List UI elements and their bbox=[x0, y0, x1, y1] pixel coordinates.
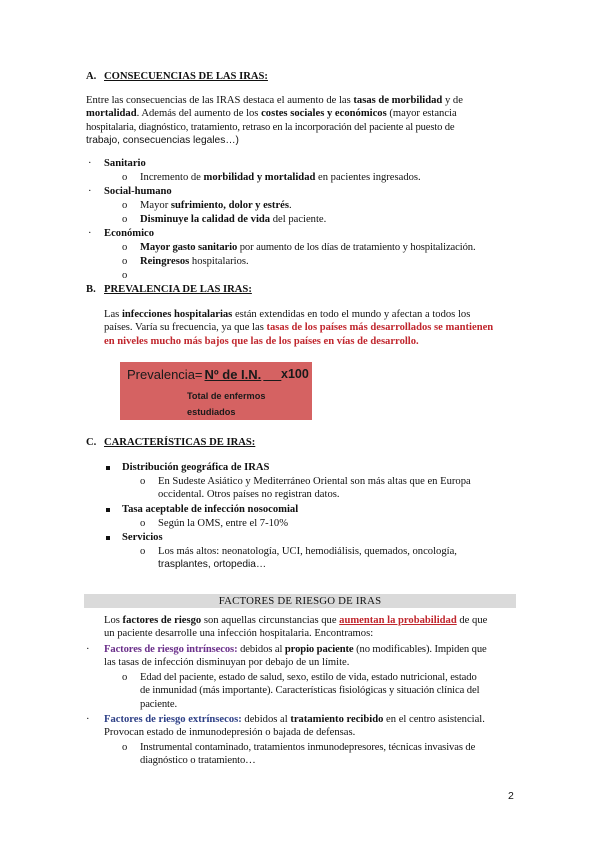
bold-text: mortalidad bbox=[86, 108, 137, 120]
bold-text: costes sociales y económicos bbox=[261, 108, 387, 120]
text: en el centro asistencial. bbox=[383, 714, 485, 725]
factor-label: Factores de riesgo intrínsecos: bbox=[104, 644, 238, 655]
extrinsecos-sub bbox=[140, 741, 475, 768]
formula-multiplier: x100 bbox=[281, 367, 309, 381]
text-line: trasplantes, ortopedia… bbox=[158, 559, 267, 571]
text: hospitalarios. bbox=[189, 256, 249, 267]
sub-item bbox=[140, 171, 421, 184]
text-line: En Sudeste Asiático y Mediterráneo Oriental son más altas que en Europa bbox=[158, 476, 471, 487]
section-a-title: CONSECUENCIAS DE LAS IRAS: bbox=[104, 71, 268, 82]
text-line: trabajo, consecuencias legales…) bbox=[86, 135, 239, 147]
text: . Además del aumento de los bbox=[136, 108, 262, 120]
bullet-o: o bbox=[122, 200, 128, 211]
text: Incremento de bbox=[140, 172, 204, 183]
bold-text: propio paciente bbox=[284, 644, 354, 655]
section-a-intro bbox=[86, 94, 516, 148]
list-item-label: Servicios bbox=[122, 532, 163, 543]
bold-text: infecciones hospitalarias bbox=[121, 309, 233, 320]
list-item-label: Tasa aceptable de infección nosocomial bbox=[122, 504, 299, 515]
prevalence-formula bbox=[120, 362, 312, 420]
sub-item bbox=[140, 199, 292, 212]
text-line: hospitalaria, diagnóstico, tratamiento, retraso en la incorporación del paciente al puesto de bbox=[86, 121, 455, 133]
page-number: 2 bbox=[508, 790, 514, 802]
square-bullet bbox=[106, 536, 110, 540]
section-b-heading bbox=[86, 283, 252, 296]
list-item-label: Distribución geográfica de IRAS bbox=[122, 462, 270, 473]
bold-text: tratamiento recibido bbox=[290, 714, 384, 725]
text-line: las tasas de infección disminuyan por debajo de un límite. bbox=[104, 657, 350, 669]
list-item-label: Sanitario bbox=[104, 158, 146, 169]
bullet-o: o bbox=[122, 214, 128, 225]
section-b-paragraph bbox=[104, 308, 518, 348]
text-line: occidental. Otros países no registran datos. bbox=[158, 489, 340, 501]
bullet-o: o bbox=[122, 242, 128, 253]
intrinsecos-text bbox=[104, 643, 520, 670]
section-c-title: CARACTERÍSTICAS DE IRAS: bbox=[104, 437, 256, 448]
sub-item bbox=[140, 255, 249, 268]
bold-text: morbilidad y mortalidad bbox=[203, 172, 316, 183]
bullet-dot: · bbox=[88, 158, 92, 169]
text: Los bbox=[104, 615, 123, 626]
text-line: diagnóstico o tratamiento… bbox=[140, 755, 256, 767]
formula-label: Prevalencia= bbox=[127, 367, 203, 382]
section-a-heading bbox=[86, 70, 268, 83]
text: (mayor estancia bbox=[386, 108, 457, 120]
bullet-o: o bbox=[140, 518, 146, 529]
text: (no modificables). Impiden que bbox=[353, 644, 487, 655]
formula-main bbox=[127, 368, 281, 381]
section-b-title: PREVALENCIA DE LAS IRAS: bbox=[104, 284, 252, 295]
formula-denominator: Total de enfermos estudiados bbox=[187, 391, 266, 417]
text-line: paciente. bbox=[140, 698, 178, 710]
extrinsecos-text bbox=[104, 713, 520, 740]
text: Las bbox=[104, 309, 122, 320]
bullet-o: o bbox=[122, 742, 128, 753]
bold-text: sufrimiento, dolor y estrés bbox=[170, 200, 289, 211]
section-a-letter: A. bbox=[86, 71, 97, 82]
bullet-o: o bbox=[122, 270, 128, 281]
bullet-dot: · bbox=[88, 228, 92, 239]
section-b-letter: B. bbox=[86, 284, 96, 295]
bullet-dot: · bbox=[86, 714, 90, 725]
text: Entre las consecuencias de las IRAS destaca el aumento de las bbox=[86, 95, 354, 106]
text: en pacientes ingresados. bbox=[315, 172, 421, 183]
formula-numerator: Nº de I.N. bbox=[204, 367, 262, 382]
text-line: Los más altos: neonatología, UCI, hemodiálisis, quemados, oncología, bbox=[158, 546, 457, 557]
factores-intro bbox=[104, 614, 518, 641]
bullet-dot: · bbox=[86, 644, 90, 655]
intrinsecos-sub bbox=[140, 671, 479, 711]
text-line: Edad del paciente, estado de salud, sexo, estilo de vida, estado nutricional, estado bbox=[140, 672, 477, 683]
list-item-label: Social-humano bbox=[104, 186, 172, 197]
bullet-dot: · bbox=[88, 186, 92, 197]
text: y de bbox=[442, 95, 463, 106]
sub-item bbox=[158, 475, 471, 502]
bold-text: Disminuye la calidad de vida bbox=[140, 214, 271, 225]
sub-item bbox=[140, 213, 326, 226]
text-line: Provocan estado de inmunodepresión o bajada de defensas. bbox=[104, 727, 356, 739]
section-c-letter: C. bbox=[86, 437, 97, 448]
text: son aquellas circunstancias que bbox=[201, 615, 340, 626]
bullet-o: o bbox=[122, 256, 128, 267]
highlighted-text: aumentan la probabilidad bbox=[339, 615, 457, 626]
text-line: de inmunidad (más importante). Características fisiológicas y situación clínica del bbox=[140, 685, 480, 697]
square-bullet bbox=[106, 466, 110, 470]
sub-item bbox=[158, 545, 457, 572]
list-item-label: Económico bbox=[104, 228, 155, 239]
section-c-heading bbox=[86, 436, 255, 449]
bullet-o: o bbox=[122, 172, 128, 183]
text: están extendidas en todo el mundo y afectan a todos los bbox=[232, 309, 471, 320]
bold-text: factores de riesgo bbox=[122, 615, 202, 626]
bullet-o: o bbox=[140, 546, 146, 557]
text-line: un paciente desarrolle una infección hospitalaria. Encontramos: bbox=[104, 628, 374, 640]
highlighted-text: en niveles mucho más bajos que las de los países en vías de desarrollo. bbox=[104, 335, 419, 347]
text: . bbox=[289, 200, 292, 211]
highlighted-text: tasas de los países más desarrollados se mantienen bbox=[266, 322, 494, 334]
bullet-o: o bbox=[122, 672, 128, 683]
text: del paciente. bbox=[270, 214, 327, 225]
sub-item bbox=[140, 241, 476, 254]
bold-text: Reingresos bbox=[140, 256, 190, 267]
bold-text: tasas de morbilidad bbox=[353, 95, 443, 106]
text: debidos al bbox=[241, 714, 291, 725]
text: de que bbox=[456, 615, 488, 626]
text-line: Instrumental contaminado, tratamientos inmunodepresores, técnicas invasivas de bbox=[140, 742, 476, 753]
text: países. Varía su frecuencia, ya que las bbox=[104, 322, 267, 334]
text: por aumento de los días de tratamiento y hospitalización. bbox=[237, 242, 476, 253]
text: debidos al bbox=[237, 644, 285, 655]
bullet-o: o bbox=[140, 476, 146, 487]
factores-title-bar: FACTORES DE RIESGO DE IRAS bbox=[84, 594, 516, 608]
square-bullet bbox=[106, 508, 110, 512]
text: Mayor bbox=[140, 200, 171, 211]
sub-item: Según la OMS, entre el 7-10% bbox=[158, 518, 289, 529]
factor-label: Factores de riesgo extrínsecos: bbox=[104, 714, 242, 725]
bold-text: Mayor gasto sanitario bbox=[140, 242, 238, 253]
